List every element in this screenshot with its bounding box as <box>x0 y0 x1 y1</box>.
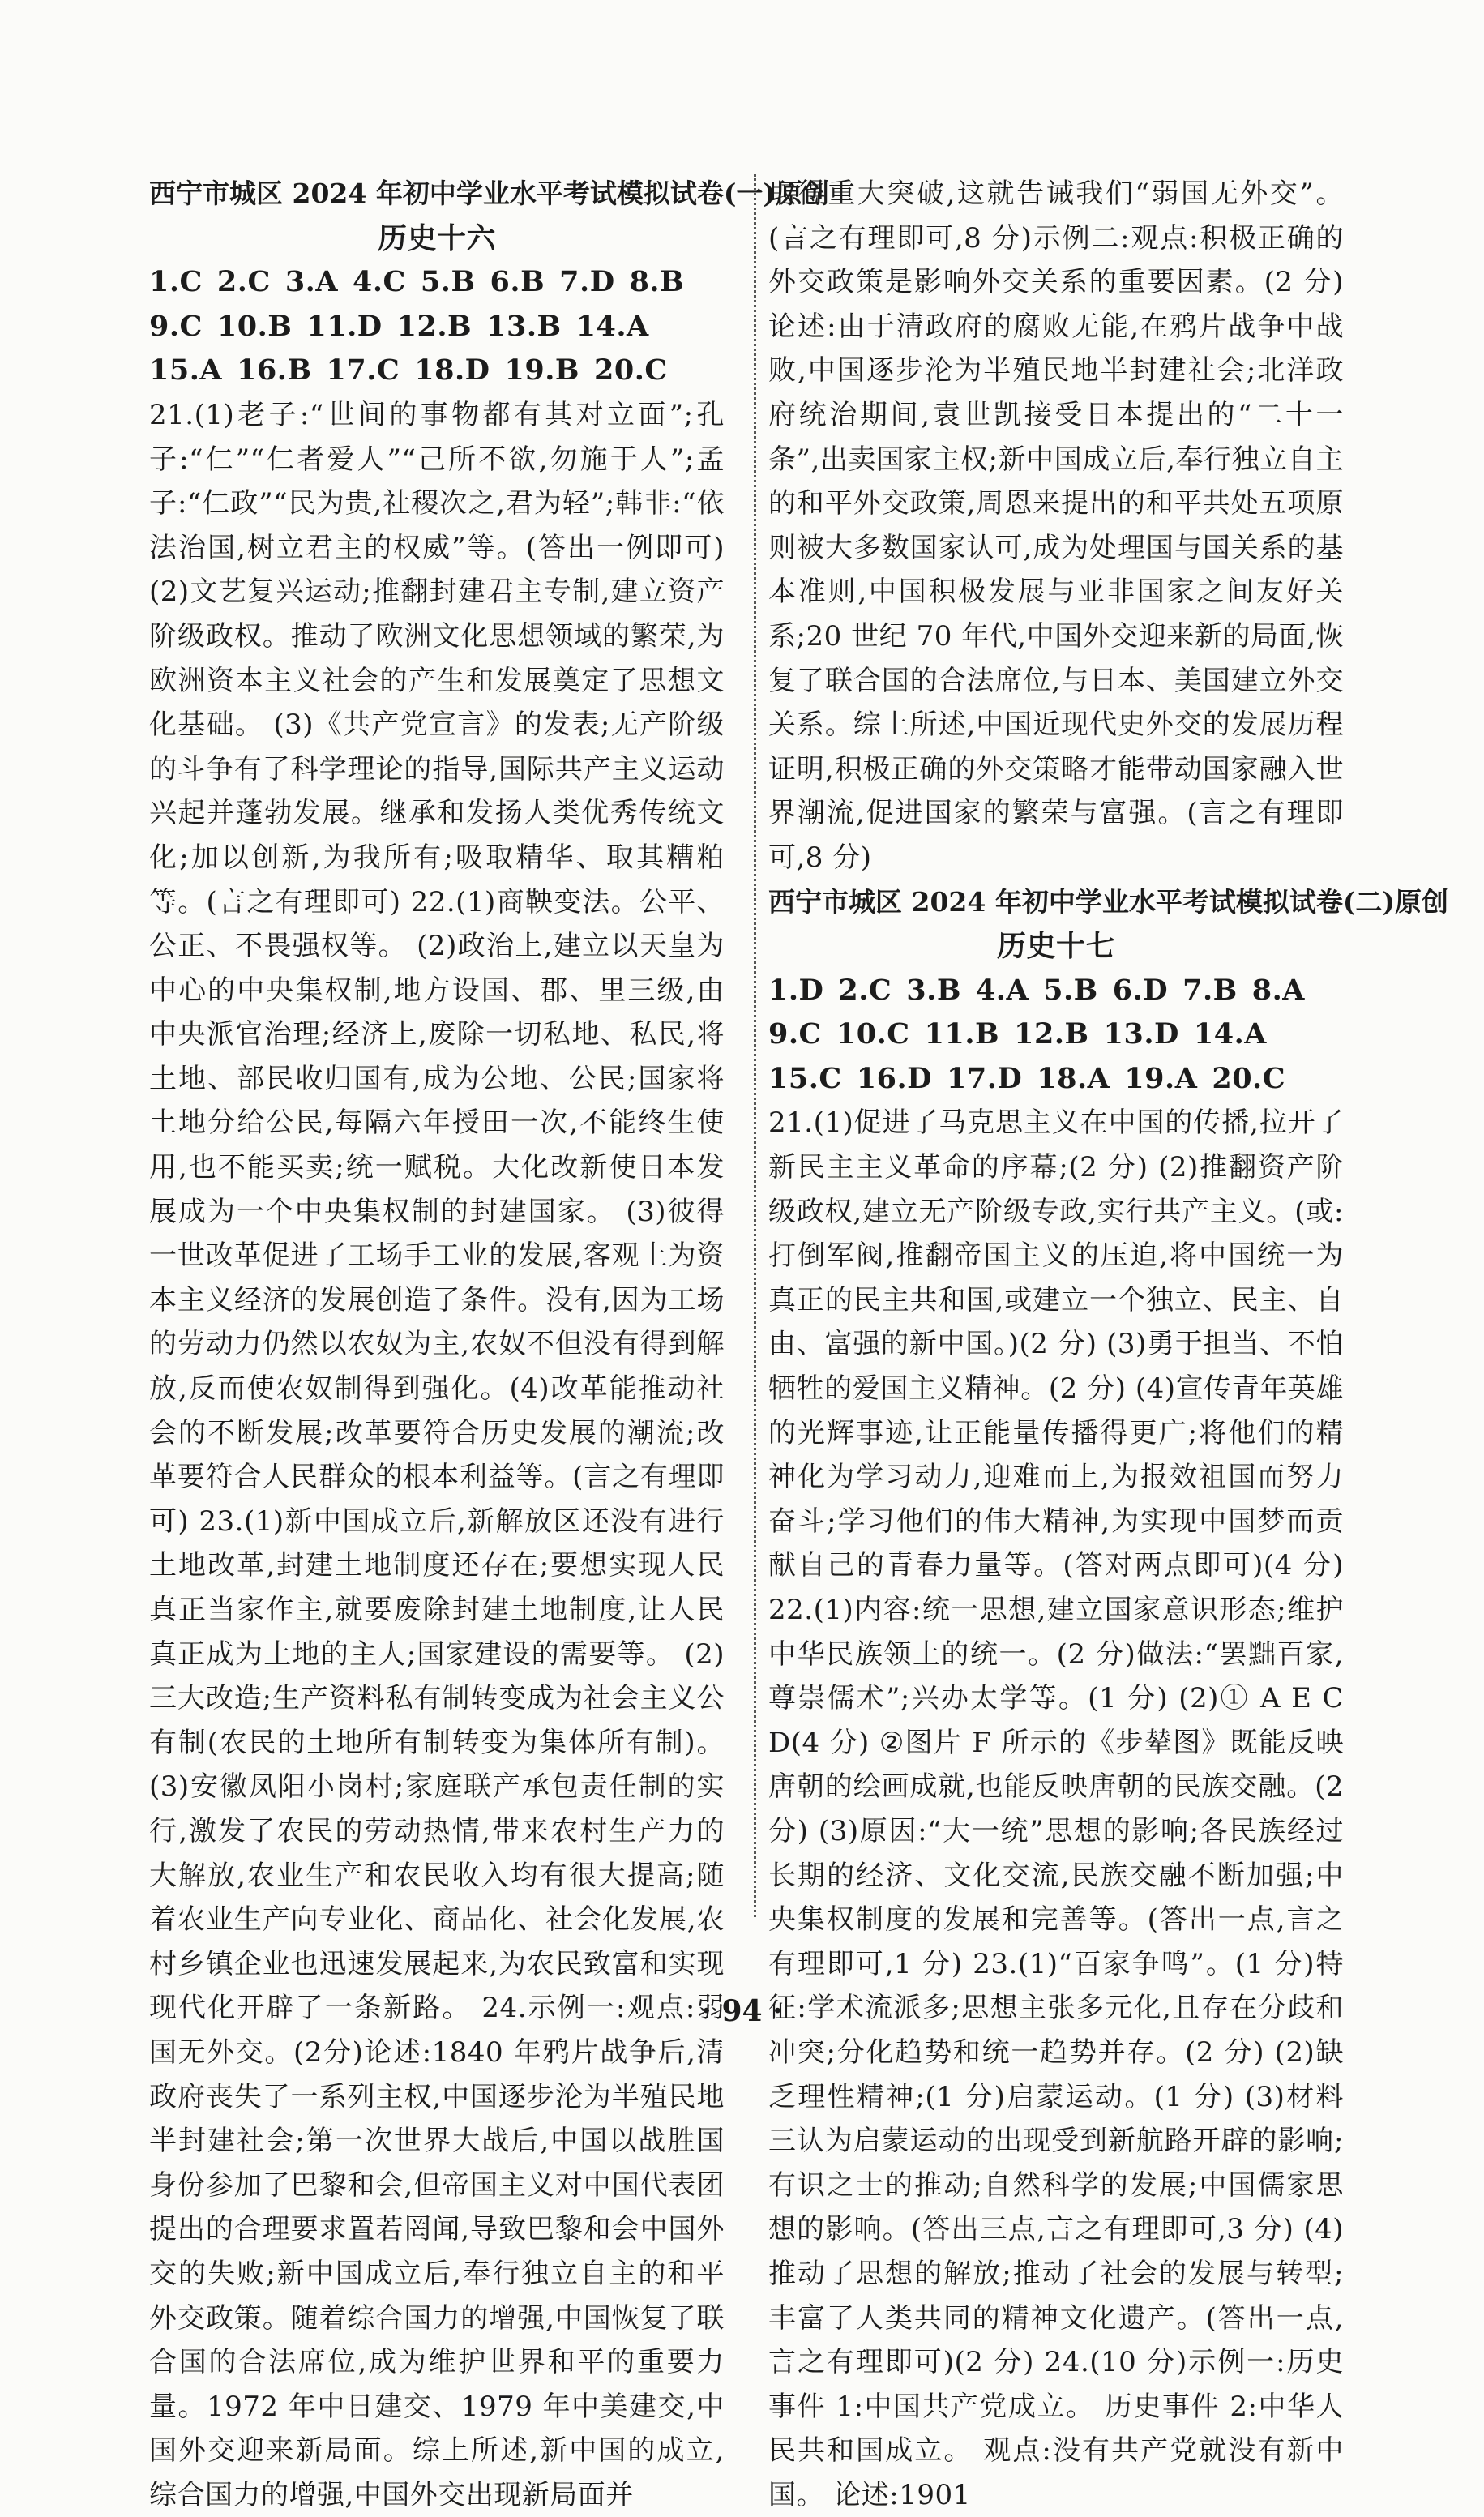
exam-title-2: 西宁市城区 2024 年初中学业水平考试模拟试卷(二)原创 <box>768 885 1449 918</box>
answer-explanation-1: 21.(1)老子:“世间的事物都有其对立面”;孔子:“仁”“仁者爱人”“己所不欲,勿施于人”;孟子:“仁政”“民为贵,社稷次之,君为轻”;韩非:“依法治国,树立君主的权威”等。(答出一例即可) (2)文艺复兴运动;推翻封建君主专制,建立资产阶级政权。推动了欧洲文化思想领域的繁荣,为欧洲资本主义社会的产生和发展奠定了思想文化基础。 (3)《共产党宣言》的发表;无产阶级的斗争有了科学理论的指导,国际共产主义运动兴起并蓬勃发展。继承和发扬人类优秀传统文化;加以创新,为我所有;吸取精华、取其糟粕等。(言之有理即可) 22.(1)商鞅变法。公平、公正、不畏强权等。 (2)政治上,建立以天皇为中心的中央集权制,地方设国、郡、里三级,由中央派官治理;经济上,废除一切私地、私民,将土地、部民收归国有,成为公地、公民;国家将土地分给公民,每隔六年授田一次,不能终生使用,也不能买卖;统一赋税。大化改新使日本发展成为一个中央集权制的封建国家。 (3)彼得一世改革促进了工场手工业的发展,客观上为资本主义经济的发展创造了条件。没有,因为工场的劳动力仍然以农奴为主,农奴不但没有得到解放,反而使农奴制得到强化。(4)改革能推动社会的不断发展;改革要符合历史发展的潮流;改革要符合人民群众的根本利益等。(言之有理即可) 23.(1)新中国成立后,新解放区还没有进行土地改革,封建土地制度还存在;要想实现人民真正当家作主,就要废除封建土地制度,让人民真正成为土地的主人;国家建设的需要等。 (2)三大改造;生产资料私有制转变成为社会主义公有制(农民的土地所有制转变为集体所有制)。 (3)安徽凤阳小岗村;家庭联产承包责任制的实行,激发了农民的劳动热情,带来农村生产力的大解放,农业生产和农民收入均有很大提高;随着农业生产向专业化、商品化、社会化发展,农村乡镇企业也迅速发展起来,为农民致富和实现现代化开辟了一条新路。 24.示例一:观点:弱国无外交。(2分)论述:1840 年鸦片战争后,清政府丧失了一系列主权,中国逐步沦为半殖民地半封建社会;第一次世界大战后,中国以战胜国身份参加了巴黎和会,但帝国主义对中国代表团提出的合理要求置若罔闻,导致巴黎和会中国外交的失败;新中国成立后,奉行独立自主的和平外交政策。随着综合国力的增强,中国恢复了联合国的合法席位,成为维护世界和平的重要力量。1972 年中日建交、1979 年中美建交,中国外交迎来新局面。综上所述,新中国的成立,综合国力的增强,中国外交出现新局面并 <box>149 398 725 2511</box>
answer-item: 18.D <box>414 353 490 387</box>
answer-item: 9.C <box>149 309 203 343</box>
answer-item: 4.C <box>353 265 406 299</box>
answer-explanation-continued: 取得重大突破,这就告诫我们“弱国无外交”。(言之有理即可,8 分)示例二:观点:积极正确的外交政策是影响外交关系的重要因素。(2 分)论述:由于清政府的腐败无能,在鸦片战争中战败,中国逐步沦为半殖民地半封建社会;北洋政府统治期间,袁世凯接受日本提出的“二十一条”,出卖国家主权;新中国成立后,奉行独立自主的和平外交政策,周恩来提出的和平共处五项原则被大多数国家认可,成为处理国与国关系的基本准则,中国积极发展与亚非国家之间友好关系;20 世纪 70 年代,中国外交迎来新的局面,恢复了联合国的合法席位,与日本、美国建立外交关系。综上所述,中国近现代史外交的发展历程证明,积极正确的外交策略才能带动国家融入世界潮流,促进国家的繁荣与富强。(言之有理即可,8 分) <box>768 178 1344 874</box>
answer-item: 4.A <box>975 973 1029 1007</box>
answer-item: 7.B <box>1182 973 1238 1007</box>
answer-item: 12.B <box>396 309 473 343</box>
answer-item: 9.C <box>768 1017 822 1051</box>
answer-item: 2.C <box>216 265 271 299</box>
answer-item: 10.B <box>216 309 293 343</box>
answer-item: 12.B <box>1014 1017 1089 1051</box>
answer-item: 11.D <box>306 309 383 343</box>
answer-item: 20.C <box>594 353 668 387</box>
answer-item: 14.A <box>575 309 649 343</box>
answer-item: 8.B <box>629 265 685 299</box>
answer-item: 8.A <box>1251 973 1305 1007</box>
answer-item: 5.B <box>420 265 476 299</box>
exam-subtitle-2: 历史十七 <box>996 929 1115 964</box>
exam-subtitle-1: 历史十六 <box>377 220 496 255</box>
answer-item: 7.D <box>559 265 615 299</box>
answer-item: 16.D <box>856 1061 932 1095</box>
column-divider <box>754 174 756 1917</box>
answer-item: 18.A <box>1037 1061 1110 1095</box>
answer-item: 13.D <box>1103 1017 1179 1051</box>
answer-item: 13.B <box>486 309 562 343</box>
answer-explanation-2: 21.(1)促进了马克思主义在中国的传播,拉开了新民主主义革命的序幕;(2 分) (2)推翻资产阶级政权,建立无产阶级专政,实行共产主义。(或:打倒军阀,推翻帝国主义的压迫,将中国统一为真正的民主共和国,或建立一个独立、民主、自由、富强的新中国。)(2 分) (3)勇于担当、不怕牺牲的爱国主义精神。(2 分) (4)宣传青年英雄的光辉事迹,让正能量传播得更广;将他们的精神化为学习动力,迎难而上,为报效祖国而努力奋斗;学习他们的伟大精神,为实现中国梦而贡献自己的青春力量等。(答对两点即可)(4 分) 22.(1)内容:统一思想,建立国家意识形态;维护中华民族领土的统一。(2 分)做法:“罢黜百家,尊崇儒术”;兴办太学等。(1 分) (2)① A E C D(4 分) ②图片 F 所示的《步辇图》既能反映唐朝的绘画成就,也能反映唐朝的民族交融。(2 分) (3)原因:“大一统”思想的影响;各民族经过长期的经济、文化交流,民族交融不断加强;中央集权制度的发展和完善等。(答出一点,言之有理即可,1 分) 23.(1)“百家争鸣”。(1 分)特征:学术流派多;思想主张多元化,且存在分歧和冲突;分化趋势和统一趋势并存。(2 分) (2)缺乏理性精神;(1 分)启蒙运动。(1 分) (3)材料三认为启蒙运动的出现受到新航路开辟的影响;有识之士的推动;自然科学的发展;中国儒家思想的影响。(答出三点,言之有理即可,3 分) (4)推动了思想的解放;推动了社会的发展与转型;丰富了人类共同的精神文化遗产。(答出一点,言之有理即可)(2 分) 24.(10 分)示例一:历史事件 1:中国共产党成立。 历史事件 2:中华人民共和国成立。 观点:没有共产党就没有新中国。 论述:1901 <box>768 1107 1344 2511</box>
answer-item: 16.B <box>237 353 312 387</box>
answer-item: 6.D <box>1112 973 1169 1007</box>
answer-list-1 <box>149 260 725 393</box>
answer-item: 15.A <box>149 353 223 387</box>
answer-item: 15.C <box>768 1061 842 1095</box>
exam-title-1: 西宁市城区 2024 年初中学业水平考试模拟试卷(一)原创 <box>149 178 830 209</box>
answer-item: 3.B <box>906 973 961 1007</box>
answer-item: 5.B <box>1043 973 1098 1007</box>
answer-item: 19.B <box>504 353 580 387</box>
answer-item: 6.B <box>490 265 545 299</box>
answer-item: 19.A <box>1124 1061 1198 1095</box>
answer-item: 14.A <box>1193 1017 1267 1051</box>
answer-item: 17.D <box>947 1061 1023 1095</box>
answer-list-2 <box>768 969 1344 1102</box>
answer-item: 2.C <box>838 973 892 1007</box>
answer-item: 1.C <box>149 265 203 299</box>
right-column <box>768 172 1449 2517</box>
answer-item: 3.A <box>284 265 339 299</box>
answer-item: 20.C <box>1212 1061 1286 1095</box>
page-number: · 94 · <box>701 1994 783 2028</box>
answer-item: 10.C <box>836 1017 910 1051</box>
answer-item: 1.D <box>768 973 824 1007</box>
answer-item: 17.C <box>326 353 400 387</box>
answer-item: 11.B <box>924 1017 1000 1051</box>
